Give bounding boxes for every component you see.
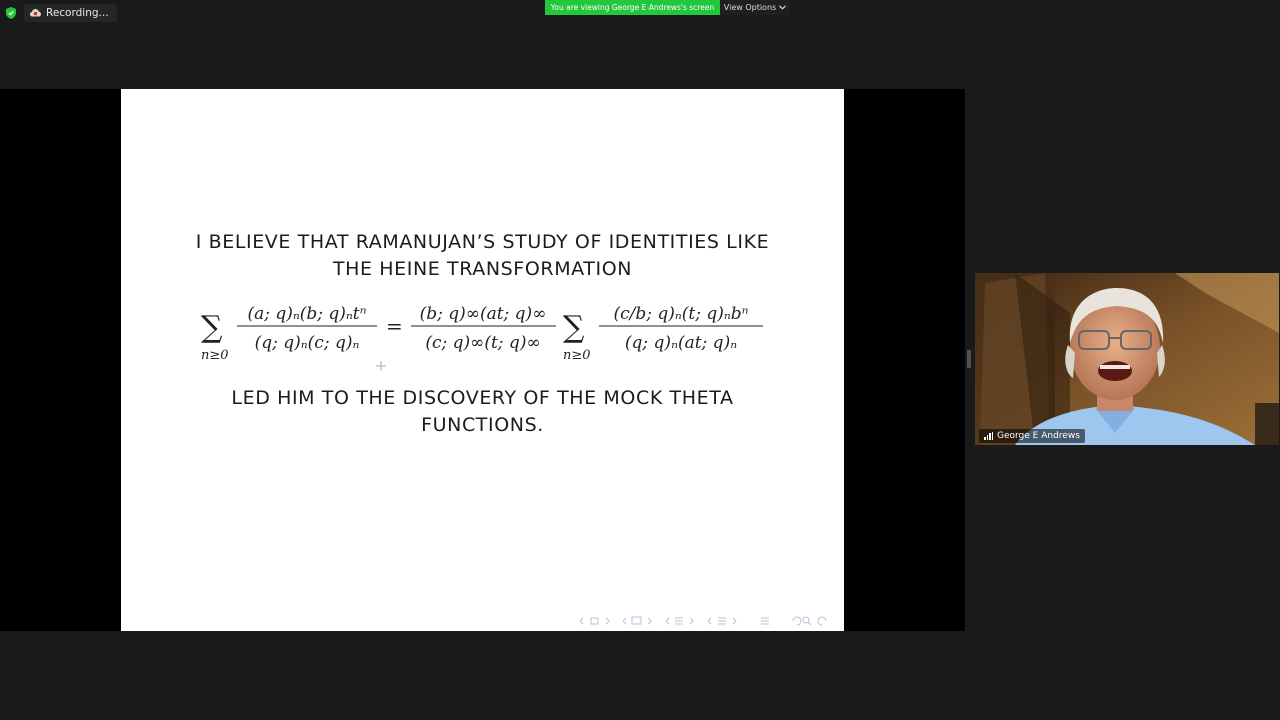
- nav-prev-subsection-icon: [666, 618, 669, 624]
- sum-index-left: n≥0: [201, 348, 229, 363]
- nav-frame-icon: [591, 618, 598, 624]
- participant-video[interactable]: [975, 273, 1279, 445]
- lhs-denominator: (q; q)ₙ(c; q)ₙ: [254, 333, 360, 353]
- nav-appendix-icon: [761, 618, 769, 624]
- nav-prev-frame-icon: [580, 618, 583, 624]
- lhs-numerator: (a; q)ₙ(b; q)ₙtⁿ: [247, 304, 367, 324]
- rhs-numerator: (c/b; q)ₙ(t; q)ₙbⁿ: [613, 304, 749, 324]
- chevron-down-icon: [779, 3, 786, 12]
- rhs-prefactor-numerator: (b; q)∞(at; q)∞: [419, 304, 547, 324]
- recording-indicator[interactable]: [0, 3, 117, 23]
- panel-resize-handle[interactable]: [967, 350, 971, 368]
- nav-prev-section-icon: [623, 618, 626, 624]
- recording-label: Recording...: [46, 7, 109, 19]
- beamer-navigation-bar[interactable]: [578, 614, 838, 628]
- heine-transformation-formula: [121, 289, 844, 369]
- slide-text-bottom: [121, 385, 844, 439]
- nav-doc-icon: [718, 618, 726, 624]
- nav-section-icon: [632, 617, 641, 624]
- rhs-denominator: (q; q)ₙ(at; q)ₙ: [624, 333, 738, 353]
- nav-subsection-icon: [675, 618, 683, 624]
- slide-line-1: I BELIEVE THAT RAMANUJAN’S STUDY OF IDENTITIES LIKE: [195, 231, 770, 253]
- slide-line-2: THE HEINE TRANSFORMATION: [332, 258, 633, 280]
- nav-next-subsection-icon: [690, 618, 693, 624]
- nav-prev-doc-icon: [708, 618, 711, 624]
- cloud-record-icon: [30, 8, 40, 18]
- slide-line-3: LED HIM TO THE DISCOVERY OF THE MOCK THETA: [231, 387, 734, 409]
- participant-name-tag: [979, 429, 1085, 443]
- video-frame: [975, 273, 1279, 445]
- rhs-prefactor-denominator: (c; q)∞(t; q)∞: [425, 333, 541, 353]
- slide-line-4: FUNCTIONS.: [421, 414, 544, 436]
- presentation-slide: [121, 89, 844, 631]
- participant-name: George E Andrews: [997, 431, 1080, 441]
- nav-next-section-icon: [648, 618, 651, 624]
- sum-symbol-left: ∑: [201, 310, 223, 345]
- view-options-label: View Options: [723, 3, 777, 12]
- nav-forward-icon: [818, 617, 826, 625]
- nav-back-icon: [793, 617, 801, 625]
- shared-screen: [0, 89, 965, 631]
- shield-icon: [6, 7, 16, 19]
- nav-next-doc-icon: [733, 618, 736, 624]
- recording-pill[interactable]: [24, 4, 117, 22]
- equals-sign: =: [386, 314, 403, 338]
- viewing-screen-banner: You are viewing George E Andrews's screen: [545, 0, 720, 15]
- nav-next-frame-icon: [606, 618, 609, 624]
- view-options-button[interactable]: [720, 0, 790, 15]
- signal-strength-icon: [984, 432, 993, 440]
- sum-symbol-right: ∑: [563, 310, 585, 345]
- sum-index-right: n≥0: [563, 348, 591, 363]
- slide-text-top: [121, 229, 844, 283]
- crosshair-cursor-icon: [376, 361, 386, 371]
